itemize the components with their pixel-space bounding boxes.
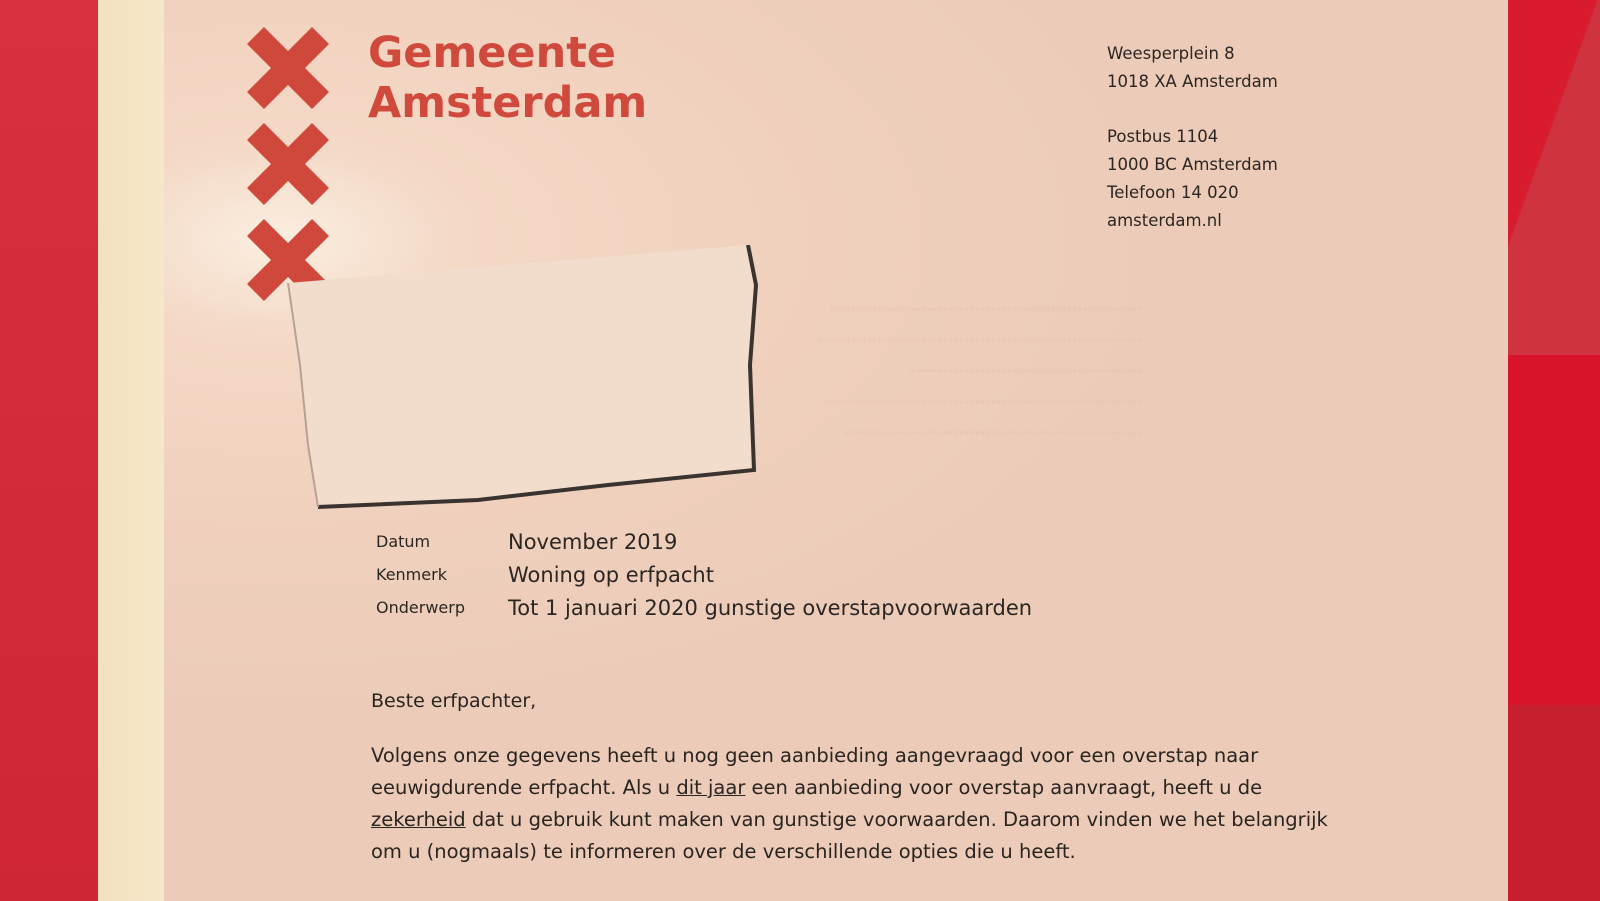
greeting: Beste erfpachter,	[371, 690, 537, 712]
letterhead-logo	[368, 28, 647, 128]
address-postal: 1018 XA Amsterdam	[1107, 72, 1278, 91]
andreas-cross-icon	[248, 124, 328, 204]
meta-value: Tot 1 januari 2020 gunstige overstapvoorwaarden	[508, 595, 1033, 620]
torn-paper-redaction	[278, 245, 768, 515]
andreas-cross-icon	[248, 28, 328, 108]
body-line	[371, 772, 1328, 804]
underlined-text: zekerheid	[371, 808, 466, 831]
address-postbus: Postbus 1104	[1107, 127, 1219, 146]
letter-body	[371, 740, 1328, 868]
background-right	[1508, 0, 1600, 901]
meta-row-kenmerk	[376, 558, 1032, 591]
show-through-text: .......................................................... ............................................................ ........................................... ........................................................... .......................................................	[818, 295, 1143, 439]
background-left	[0, 0, 98, 901]
logo-line-1: Gemeente	[368, 28, 616, 78]
body-text: een aanbieding voor overstap aanvraagt, heeft u de	[745, 776, 1263, 799]
address-website: amsterdam.nl	[1107, 211, 1222, 230]
address-street: Weesperplein 8	[1107, 44, 1235, 63]
meta-label: Kenmerk	[376, 565, 447, 584]
logo-line-2: Amsterdam	[368, 78, 648, 128]
letter-paper	[98, 0, 1508, 901]
meta-row-onderwerp	[376, 591, 1032, 624]
letter-meta	[376, 525, 1032, 624]
meta-value: November 2019	[508, 529, 678, 554]
body-line: om u (nogmaals) te informeren over de verschillende opties die u heeft.	[371, 840, 1076, 863]
underlined-text: dit jaar	[676, 776, 746, 799]
address-postbus-postal: 1000 BC Amsterdam	[1107, 155, 1278, 174]
body-line	[371, 804, 1328, 836]
body-text: dat u gebruik kunt maken van gunstige voorwaarden. Daarom vinden we het belangrijk	[465, 808, 1328, 831]
body-line: Volgens onze gegevens heeft u nog geen aanbieding aangevraagd voor een overstap naar	[371, 744, 1259, 767]
paper-edge-strip	[98, 0, 164, 901]
meta-row-datum	[376, 525, 1032, 558]
meta-label: Datum	[376, 532, 431, 551]
body-text: eeuwigdurende erfpacht. Als u	[371, 776, 677, 799]
meta-value: Woning op erfpacht	[508, 562, 714, 587]
address-block	[1107, 40, 1278, 235]
meta-label: Onderwerp	[376, 598, 465, 617]
address-phone: Telefoon 14 020	[1107, 183, 1239, 202]
